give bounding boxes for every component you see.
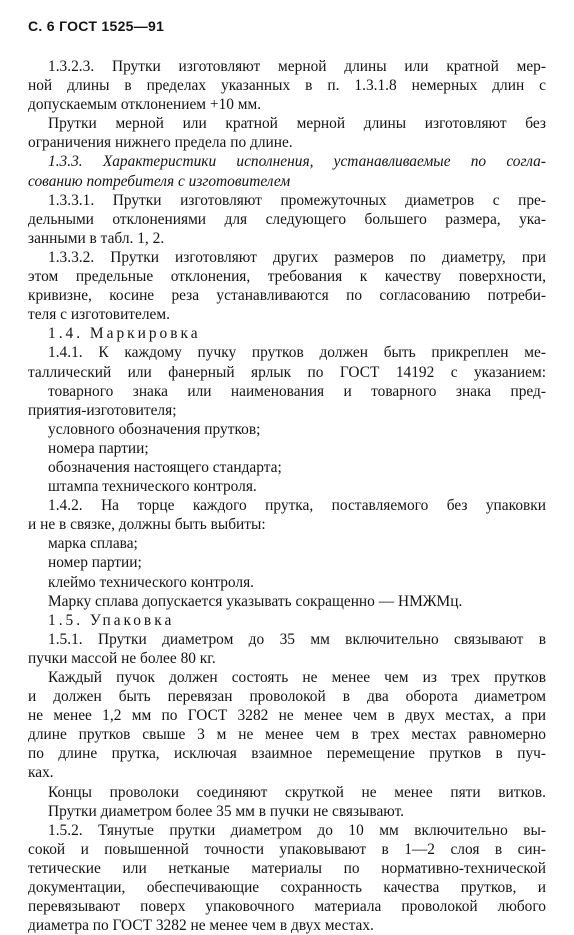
text-line: перевязывают поверх упаковочного материала проволокой любого bbox=[28, 898, 546, 916]
text-line: и не в связке, должны быть выбиты: bbox=[28, 516, 266, 534]
text-line: сованию потребителя с изготовителем bbox=[28, 172, 291, 190]
text-line: 1.4.1. К каждому пучку прутков должен быть прикреплен ме- bbox=[48, 344, 546, 362]
text-line: номер партии; bbox=[48, 554, 142, 572]
text-line: 1.4.2. На торце каждого прутка, поставляемого без упаковки bbox=[48, 497, 546, 515]
document-body bbox=[28, 57, 546, 935]
text-line: Каждый пучок должен состоять не менее чем из трех прутков bbox=[48, 669, 546, 686]
text-line: тетические или нетканые материалы по нормативно-технической bbox=[28, 859, 546, 877]
text-line: Марку сплава допускается указывать сокращенно — НМЖМц. bbox=[48, 592, 463, 610]
text-line: не менее 1,2 мм по ГОСТ 3282 не менее чем в двух местах, а при bbox=[28, 707, 546, 725]
text-line: теля с изготовителем. bbox=[28, 306, 170, 324]
text-line: по длине прутка, исключая взаимное перемещение прутков в пуч- bbox=[28, 745, 546, 763]
text-line: 1.3.3.1. Прутки изготовляют промежуточных диаметров с пре- bbox=[48, 191, 546, 209]
text-line: клеймо технического контроля. bbox=[48, 573, 255, 591]
text-line: товарного знака или наименования и товарного знака пред- bbox=[48, 382, 546, 400]
text-line: 1.5.2. Тянутые прутки диаметром до 10 мм включительно вы- bbox=[48, 821, 546, 839]
text-line: допускаемым отклонением +10 мм. bbox=[28, 96, 262, 114]
text-line: Прутки диаметром более 35 мм в пучки не связывают. bbox=[48, 802, 404, 820]
text-line: пучки массой не более 80 кг. bbox=[28, 649, 216, 667]
text-line: 1.5.1. Прутки диаметром до 35 мм включительно связывают в bbox=[48, 630, 546, 648]
text-line: длине прутков свыше 3 м не менее чем в трех местах равномерно bbox=[28, 726, 546, 744]
text-line: и должен быть перевязан проволокой в два оборота диаметром bbox=[28, 688, 546, 706]
text-line: кривизне, косине реза устанавливаются по согласованию потреби- bbox=[28, 287, 546, 305]
text-line: 1.4. Маркировка bbox=[48, 325, 201, 343]
text-line: 1.5. Упаковка bbox=[48, 611, 175, 629]
text-line: ограничения нижнего предела по длине. bbox=[28, 134, 293, 152]
text-line: ной длины в пределах указанных в п. 1.3.1.8 немерных длин с bbox=[28, 77, 546, 95]
text-line: документации, обеспечивающие сохранность качества прутков, и bbox=[28, 879, 546, 897]
text-line: 1.3.3.2. Прутки изготовляют других размеров по диаметру, при bbox=[48, 248, 546, 266]
text-line: приятия-изготовителя; bbox=[28, 401, 177, 419]
text-line: таллический или фанерный ярлык по ГОСТ 14192 с указанием: bbox=[28, 363, 546, 381]
text-line: 1.3.2.3. Прутки изготовляют мерной длины или кратной мер- bbox=[48, 58, 546, 75]
text-line: Концы проволоки соединяют скруткой не менее пяти витков. bbox=[48, 783, 546, 801]
text-line: дельными отклонениями для следующего большего размера, ука- bbox=[28, 210, 546, 228]
text-line: штампа технического контроля. bbox=[48, 478, 257, 496]
text-line: марка сплава; bbox=[48, 535, 138, 553]
text-line: этом предельные отклонения, требования к качеству поверхности, bbox=[28, 268, 546, 286]
text-line: диаметра по ГОСТ 3282 не менее чем в двух местах. bbox=[28, 917, 374, 935]
text-line: Прутки мерной или кратной мерной длины изготовляют без bbox=[48, 115, 546, 133]
text-line: 1.3.3. Характеристики исполнения, устанавливаемые по согла- bbox=[48, 153, 546, 171]
text-line: номера партии; bbox=[48, 439, 149, 457]
page-header: С. 6 ГОСТ 1525—91 bbox=[28, 18, 165, 34]
text-line: условного обозначения прутков; bbox=[48, 420, 261, 438]
text-line: сокой и повышенной точности упаковывают в 1—2 слоя в син- bbox=[28, 840, 546, 858]
text-line: обозначения настоящего стандарта; bbox=[48, 458, 282, 476]
text-line: занными в табл. 1, 2. bbox=[28, 229, 165, 247]
text-line: ках. bbox=[28, 764, 54, 782]
